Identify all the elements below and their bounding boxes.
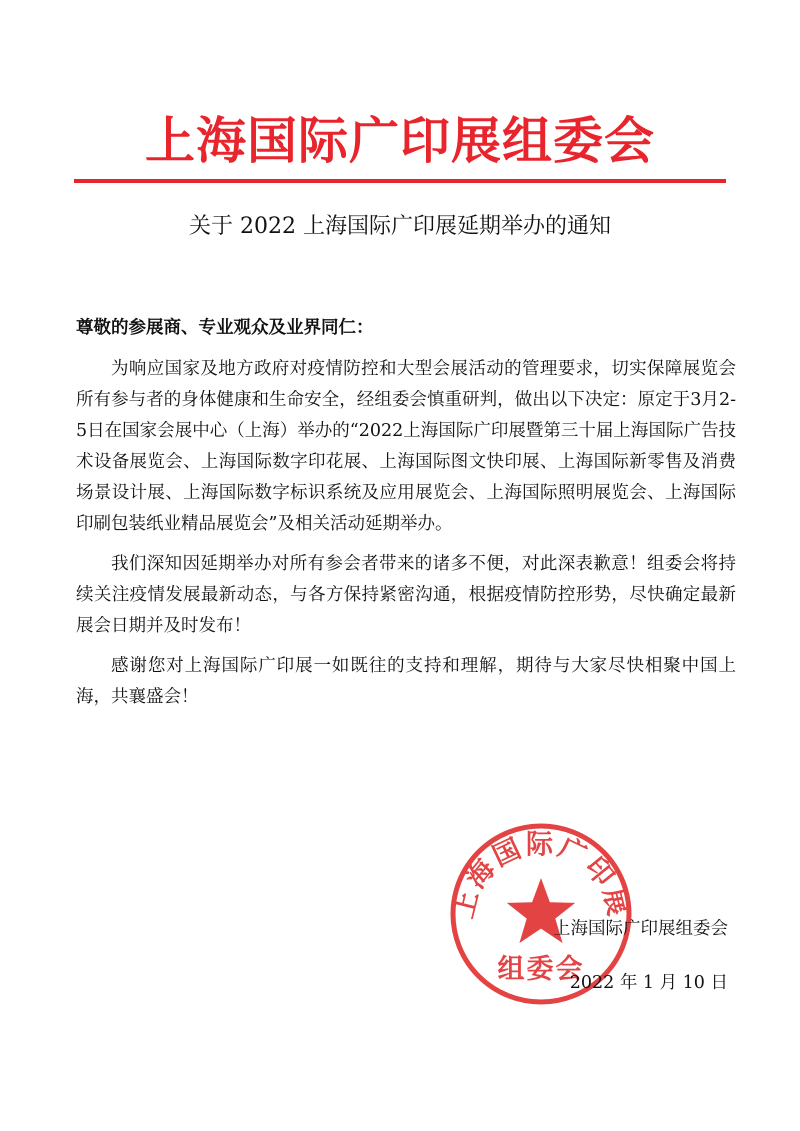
paragraph-1: 为响应国家及地方政府对疫情防控和大型会展活动的管理要求，切实保障展览会所有参与者的身体健康和生命安全，经组委会慎重研判，做出以下决定：原定于3月2-5日在国家会展中心（上海）举办的“2022上海国际广印展暨第三十届上海国际广告技术设备展览会、上海国际数字印花展、上海国际图文快印展、上海国际新零售及消费场景设计展、上海国际数字标识系统及应用展览会、上海国际照明展览会、上海国际印刷包装纸业精品展览会”及相关活动延期举办。: [76, 359, 736, 534]
paragraph-2: 我们深知因延期举办对所有参会者带来的诸多不便，对此深表歉意！组委会将持续关注疫情发展最新动态，与各方保持紧密沟通，根据疫情防控形势，尽快确定最新展会日期并及时发布！: [76, 554, 736, 636]
letterhead-divider: [74, 179, 726, 183]
organization-letterhead: 上海国际广印展组委会: [145, 111, 655, 170]
paragraph-3: 感谢您对上海国际广印展一如既往的支持和理解，期待与大家尽快相聚中国上海，共襄盛会！: [76, 656, 736, 707]
seal-bottom-text: 组委会: [497, 954, 585, 985]
document-body: [76, 313, 736, 722]
salutation: 尊敬的参展商、专业观众及业界同仁：: [76, 318, 374, 338]
signature-organization: 上海国际广印展组委会: [553, 919, 728, 939]
document-title: 关于 2022 上海国际广印展延期举办的通知: [189, 214, 611, 239]
seal-ring-text: 上海国际广印展: [448, 829, 634, 922]
signature-date: 2022 年 1 月 10 日: [569, 973, 728, 993]
